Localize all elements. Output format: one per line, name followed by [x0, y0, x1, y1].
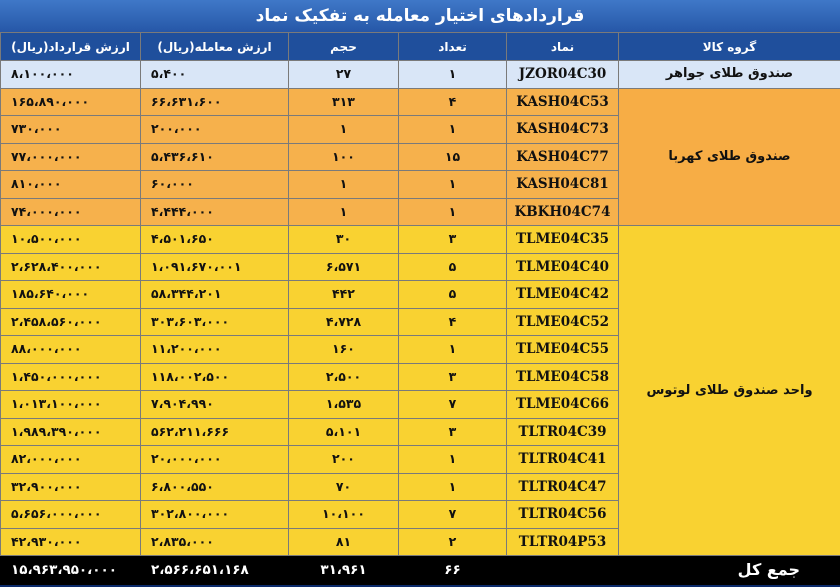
contract-value-cell: ۴۲،۹۳۰،۰۰۰	[1, 528, 141, 556]
count-cell: ۱	[399, 473, 507, 501]
value-cell: ۵۶۲،۲۱۱،۶۶۶	[141, 418, 289, 446]
value-cell: ۵،۴۰۰	[141, 61, 289, 89]
total-count: ۶۶	[399, 556, 507, 585]
symbol-cell: TLTR04C47	[507, 473, 619, 501]
size-cell: ۶،۵۷۱	[289, 253, 399, 281]
count-cell: ۴	[399, 308, 507, 336]
size-cell: ۱	[289, 171, 399, 199]
count-cell: ۵	[399, 253, 507, 281]
size-cell: ۷۰	[289, 473, 399, 501]
size-cell: ۸۱	[289, 528, 399, 556]
symbol-cell: TLME04C55	[507, 336, 619, 364]
value-cell: ۵،۴۳۶،۶۱۰	[141, 143, 289, 171]
contract-value-cell: ۸،۱۰۰،۰۰۰	[1, 61, 141, 89]
count-cell: ۳	[399, 418, 507, 446]
value-cell: ۳۰۲،۸۰۰،۰۰۰	[141, 501, 289, 529]
value-cell: ۶،۸۰۰،۵۵۰	[141, 473, 289, 501]
size-cell: ۲۰۰	[289, 446, 399, 474]
contract-value-cell: ۱،۴۵۰،۰۰۰،۰۰۰	[1, 363, 141, 391]
value-cell: ۱۱۸،۰۰۲،۵۰۰	[141, 363, 289, 391]
size-cell: ۱	[289, 198, 399, 226]
size-cell: ۱۶۰	[289, 336, 399, 364]
size-cell: ۱،۵۳۵	[289, 391, 399, 419]
contract-value-cell: ۱۰،۵۰۰،۰۰۰	[1, 226, 141, 254]
header-count: تعداد	[399, 33, 507, 61]
symbol-cell: TLME04C42	[507, 281, 619, 309]
total-contract-value: ۱۵،۹۶۳،۹۵۰،۰۰۰	[1, 556, 141, 585]
value-cell: ۲۰۰،۰۰۰	[141, 116, 289, 144]
count-cell: ۳	[399, 226, 507, 254]
total-value: ۲،۵۶۶،۶۵۱،۱۶۸	[141, 556, 289, 585]
total-row	[1, 556, 840, 585]
symbol-cell: KASH04C73	[507, 116, 619, 144]
group-name-cell: صندوق طلای کهربا	[619, 88, 840, 226]
symbol-cell: TLME04C66	[507, 391, 619, 419]
count-cell: ۲	[399, 528, 507, 556]
count-cell: ۷	[399, 501, 507, 529]
contract-value-cell: ۳۲،۹۰۰،۰۰۰	[1, 473, 141, 501]
count-cell: ۵	[399, 281, 507, 309]
contract-value-cell: ۸۱۰،۰۰۰	[1, 171, 141, 199]
size-cell: ۱۰۰	[289, 143, 399, 171]
count-cell: ۱	[399, 198, 507, 226]
symbol-cell: KASH04C81	[507, 171, 619, 199]
count-cell: ۱	[399, 446, 507, 474]
contract-value-cell: ۷۷،۰۰۰،۰۰۰	[1, 143, 141, 171]
symbol-cell: TLTR04C56	[507, 501, 619, 529]
header-value: ارزش معامله(ریال)	[141, 33, 289, 61]
symbol-cell: JZOR04C30	[507, 61, 619, 89]
table-row	[1, 226, 840, 254]
symbol-cell: KASH04C77	[507, 143, 619, 171]
symbol-cell: TLME04C58	[507, 363, 619, 391]
contract-value-cell: ۱،۰۱۳،۱۰۰،۰۰۰	[1, 391, 141, 419]
header-row	[1, 33, 840, 61]
symbol-cell: TLME04C52	[507, 308, 619, 336]
size-cell: ۴،۷۲۸	[289, 308, 399, 336]
value-cell: ۲،۸۳۵،۰۰۰	[141, 528, 289, 556]
count-cell: ۱	[399, 116, 507, 144]
symbol-cell: KBKH04C74	[507, 198, 619, 226]
size-cell: ۵،۱۰۱	[289, 418, 399, 446]
value-cell: ۵۸،۳۴۴،۲۰۱	[141, 281, 289, 309]
options-contracts-table	[0, 32, 840, 585]
value-cell: ۴،۴۴۴،۰۰۰	[141, 198, 289, 226]
count-cell: ۱	[399, 336, 507, 364]
table-row	[1, 88, 840, 116]
contract-value-cell: ۲،۶۲۸،۴۰۰،۰۰۰	[1, 253, 141, 281]
contract-value-cell: ۷۴،۰۰۰،۰۰۰	[1, 198, 141, 226]
value-cell: ۱۱،۲۰۰،۰۰۰	[141, 336, 289, 364]
value-cell: ۴،۵۰۱،۶۵۰	[141, 226, 289, 254]
contract-value-cell: ۵،۶۵۶،۰۰۰،۰۰۰	[1, 501, 141, 529]
size-cell: ۱	[289, 116, 399, 144]
value-cell: ۶۰،۰۰۰	[141, 171, 289, 199]
symbol-cell: TLTR04C39	[507, 418, 619, 446]
value-cell: ۳۰۳،۶۰۳،۰۰۰	[141, 308, 289, 336]
contract-value-cell: ۱۶۵،۸۹۰،۰۰۰	[1, 88, 141, 116]
contract-value-cell: ۸۸،۰۰۰،۰۰۰	[1, 336, 141, 364]
group-name-cell: صندوق طلای جواهر	[619, 61, 840, 89]
table-title: قراردادهای اختیار معامله به تفکیک نماد	[0, 0, 840, 32]
count-cell: ۳	[399, 363, 507, 391]
size-cell: ۲،۵۰۰	[289, 363, 399, 391]
contract-value-cell: ۷۳۰،۰۰۰	[1, 116, 141, 144]
count-cell: ۱۵	[399, 143, 507, 171]
table-body	[1, 61, 840, 556]
value-cell: ۶۶،۶۳۱،۶۰۰	[141, 88, 289, 116]
size-cell: ۲۷	[289, 61, 399, 89]
table-row	[1, 61, 840, 89]
contract-value-cell: ۱،۹۸۹،۳۹۰،۰۰۰	[1, 418, 141, 446]
header-group: گروه کالا	[619, 33, 840, 61]
symbol-cell: KASH04C53	[507, 88, 619, 116]
value-cell: ۷،۹۰۴،۹۹۰	[141, 391, 289, 419]
contract-value-cell: ۸۲،۰۰۰،۰۰۰	[1, 446, 141, 474]
group-name-cell: واحد صندوق طلای لوتوس	[619, 226, 840, 556]
size-cell: ۱۰،۱۰۰	[289, 501, 399, 529]
symbol-cell: TLME04C40	[507, 253, 619, 281]
symbol-cell: TLME04C35	[507, 226, 619, 254]
total-size: ۳۱،۹۶۱	[289, 556, 399, 585]
symbol-cell: TLTR04C41	[507, 446, 619, 474]
total-label: جمع کل	[507, 556, 840, 585]
symbol-cell: TLTR04P53	[507, 528, 619, 556]
header-symbol: نماد	[507, 33, 619, 61]
count-cell: ۱	[399, 171, 507, 199]
size-cell: ۳۱۳	[289, 88, 399, 116]
count-cell: ۱	[399, 61, 507, 89]
value-cell: ۱،۰۹۱،۶۷۰،۰۰۱	[141, 253, 289, 281]
count-cell: ۴	[399, 88, 507, 116]
count-cell: ۷	[399, 391, 507, 419]
header-contract-value: ارزش قرارداد(ریال)	[1, 33, 141, 61]
header-size: حجم	[289, 33, 399, 61]
contract-value-cell: ۲،۴۵۸،۵۶۰،۰۰۰	[1, 308, 141, 336]
size-cell: ۴۴۲	[289, 281, 399, 309]
size-cell: ۳۰	[289, 226, 399, 254]
value-cell: ۲۰،۰۰۰،۰۰۰	[141, 446, 289, 474]
contract-value-cell: ۱۸۵،۶۴۰،۰۰۰	[1, 281, 141, 309]
